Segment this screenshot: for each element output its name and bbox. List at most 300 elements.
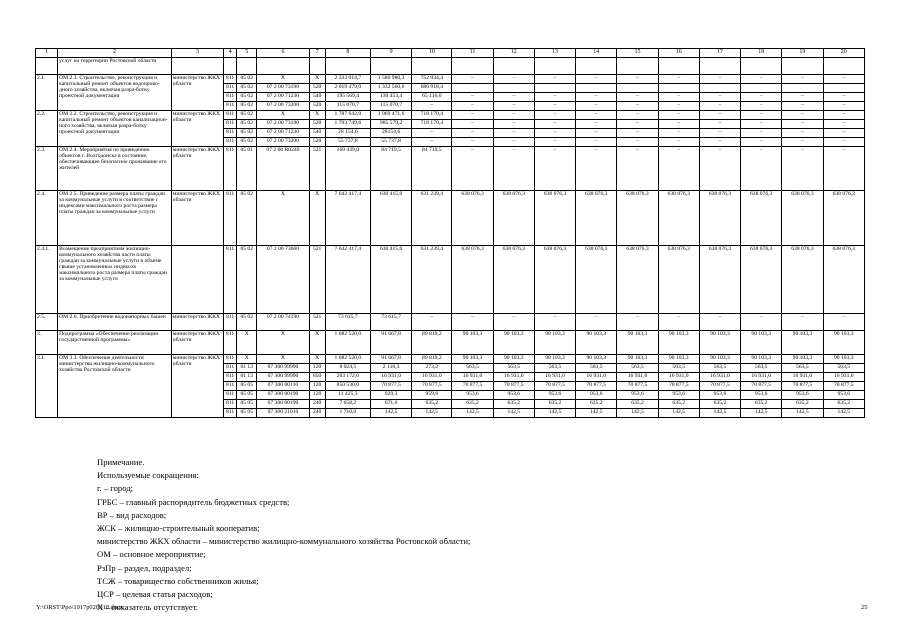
column-header: 20 xyxy=(823,49,864,58)
table-cell: 90 103,3 xyxy=(658,331,699,355)
row-number-cell: 2.5. xyxy=(36,314,58,331)
table-cell: 07 300 00190 xyxy=(257,400,309,409)
table-cell: 90 103,3 xyxy=(823,355,864,364)
table-cell: 638 076,3 xyxy=(823,246,864,314)
table-cell: 70 877,5 xyxy=(741,382,782,391)
column-header: 2 xyxy=(58,49,172,58)
table-cell: – xyxy=(782,138,823,147)
table-cell: 05 02 xyxy=(237,75,257,84)
column-header: 5 xyxy=(237,49,257,58)
table-cell: 16 931,0 xyxy=(658,373,699,382)
table-cell xyxy=(823,84,864,93)
table-cell: – xyxy=(741,129,782,138)
column-header: 8 xyxy=(325,49,370,58)
table-cell: 90 103,3 xyxy=(741,331,782,355)
table-cell: – xyxy=(412,129,452,138)
table-cell: 563,5 xyxy=(493,364,534,373)
table-cell: 05 02 xyxy=(237,111,257,120)
table-cell: 05 02 xyxy=(237,138,257,147)
table-row xyxy=(36,75,865,84)
table-cell: 90 103,3 xyxy=(741,355,782,364)
table-cell: – xyxy=(617,75,658,84)
table-cell: – xyxy=(493,314,534,331)
table-cell: 638 076,3 xyxy=(658,191,699,246)
table-cell: 73 615,7 xyxy=(325,314,370,331)
table-cell: – xyxy=(576,75,617,84)
column-header: 9 xyxy=(370,49,411,58)
table-cell: – xyxy=(452,147,493,191)
table-cell: 959,8 xyxy=(412,391,452,400)
table-cell: 05 02 xyxy=(237,246,257,314)
table-cell xyxy=(309,58,325,75)
table-cell: – xyxy=(658,75,699,84)
table-cell: 520 xyxy=(309,138,325,147)
table-cell: 638 076,3 xyxy=(782,246,823,314)
row-number-cell: 2.3. xyxy=(36,147,58,191)
table-cell: 635,2 xyxy=(741,400,782,409)
table-cell: 07 300 99990 xyxy=(257,373,309,382)
table-cell: Х xyxy=(257,75,309,84)
table-cell: 635,2 xyxy=(823,400,864,409)
column-header: 6 xyxy=(257,49,309,58)
table-cell: 05 02 xyxy=(237,120,257,129)
table-cell: 84 719,5 xyxy=(370,147,411,191)
table-cell xyxy=(534,84,575,93)
table-cell: – xyxy=(782,129,823,138)
table-cell: 240 xyxy=(309,400,325,409)
table-cell: Х xyxy=(257,331,309,355)
table-cell: – xyxy=(782,147,823,191)
table-cell: 90 103,3 xyxy=(452,355,493,364)
table-cell: – xyxy=(741,102,782,111)
table-cell: – xyxy=(699,75,740,84)
table-cell: – xyxy=(493,129,534,138)
table-cell: 195 569,4 xyxy=(325,93,370,102)
table-cell: 520 xyxy=(309,102,325,111)
table-cell: 142,5 xyxy=(699,409,740,418)
table-cell: 718 170,4 xyxy=(412,120,452,129)
table-cell: 91 667,8 xyxy=(370,355,411,364)
table-cell: 953,6 xyxy=(534,391,575,400)
table-cell: 638 076,3 xyxy=(617,191,658,246)
table-cell: – xyxy=(823,75,864,84)
table-cell: 638 076,3 xyxy=(741,191,782,246)
table-cell: 1 332 560,6 xyxy=(370,84,411,93)
table-cell: 90 103,3 xyxy=(823,331,864,355)
table-cell: 635,2 xyxy=(534,400,575,409)
table-cell: 07 2 00 71230 xyxy=(257,93,309,102)
table-cell: 05 05 xyxy=(237,391,257,400)
table-cell: 1 710,0 xyxy=(325,409,370,418)
table-cell: 563,5 xyxy=(617,364,658,373)
column-header: 17 xyxy=(699,49,740,58)
table-cell: – xyxy=(617,93,658,102)
table-cell xyxy=(452,84,493,93)
table-cell: 70 877,5 xyxy=(617,382,658,391)
note-line: ЦСР – целевая статья расходов; xyxy=(97,589,213,600)
table-cell: – xyxy=(699,120,740,129)
table-cell: 1 580 980,3 xyxy=(370,75,411,84)
table-cell: – xyxy=(617,120,658,129)
table-cell xyxy=(782,58,823,75)
table-cell: 1 703 749,6 xyxy=(325,120,370,129)
row-number-cell: 2.4.1. xyxy=(36,246,58,314)
table-cell: 563,5 xyxy=(576,364,617,373)
table-cell: 16 931,0 xyxy=(412,373,452,382)
table-cell: 169 439,0 xyxy=(325,147,370,191)
table-cell: – xyxy=(576,147,617,191)
table-cell xyxy=(452,58,493,75)
table-cell: 811 xyxy=(224,409,237,418)
table-cell: 521 xyxy=(309,246,325,314)
table-cell: 635,2 xyxy=(658,400,699,409)
table-cell xyxy=(257,58,309,75)
note-line: ЖСК – жилищно-строительный кооператив; xyxy=(97,523,260,534)
table-cell: 7 642 417,4 xyxy=(325,246,370,314)
table-cell: 16 931,0 xyxy=(741,373,782,382)
table-cell: 120 xyxy=(309,382,325,391)
table-cell: 07 2 00 73190 xyxy=(257,84,309,93)
table-cell: 953,6 xyxy=(493,391,534,400)
table-cell: Х xyxy=(237,331,257,355)
table-row xyxy=(36,147,865,191)
row-number-cell: 3. xyxy=(36,331,58,355)
measure-name-cell: ОМ 2.6. Приобретение водонапорных башен xyxy=(58,314,172,331)
table-cell: 90 103,3 xyxy=(534,355,575,364)
measure-name-cell: ОМ 2.2. Строительство, реконструкция и капитальный ремонт объектов канализацион-ного хозяйства, включая разра-ботку проектной документации xyxy=(58,111,172,147)
table-cell: 520 xyxy=(309,84,325,93)
table-cell: – xyxy=(699,111,740,120)
table-cell xyxy=(412,58,452,75)
table-cell: 90 103,3 xyxy=(699,355,740,364)
table-cell: 811 xyxy=(224,111,237,120)
table-cell: – xyxy=(823,120,864,129)
table-cell: 929,3 xyxy=(370,391,411,400)
table-cell: 90 103,3 xyxy=(493,355,534,364)
row-number-cell: 3.1. xyxy=(36,355,58,418)
table-cell: 84 719,5 xyxy=(412,147,452,191)
table-cell: 953,6 xyxy=(617,391,658,400)
table-cell xyxy=(823,58,864,75)
table-cell: – xyxy=(617,138,658,147)
table-cell: 70 877,5 xyxy=(782,382,823,391)
table-cell: 07 300 99990 xyxy=(257,364,309,373)
table-cell xyxy=(741,58,782,75)
table-cell: – xyxy=(617,111,658,120)
table-cell: – xyxy=(617,129,658,138)
table-cell: 540 xyxy=(309,93,325,102)
table-cell: 115 070,7 xyxy=(325,102,370,111)
measure-name-cell: услуг на территории Ростовской области xyxy=(58,58,172,75)
table-cell: – xyxy=(576,93,617,102)
note-line: ОМ – основное мероприятие; xyxy=(97,549,206,560)
column-header: 14 xyxy=(576,49,617,58)
column-header: 7 xyxy=(309,49,325,58)
table-cell: – xyxy=(534,111,575,120)
table-cell: 142,5 xyxy=(741,409,782,418)
table-cell: 521 xyxy=(309,314,325,331)
table-cell: Х xyxy=(309,75,325,84)
table-cell: 07 2 00 73190 xyxy=(257,120,309,129)
column-header: 18 xyxy=(741,49,782,58)
row-number-cell xyxy=(36,58,58,75)
measure-name-cell: Подпрограмма «Обеспечение реализации государственной программы» xyxy=(58,331,172,355)
table-cell: 638 076,3 xyxy=(741,246,782,314)
table-cell: 07 2 00 74190 xyxy=(257,314,309,331)
footer-file-path: Y:\ORST\Ppo\1017p020.f18.docx xyxy=(36,604,124,611)
expenditure-table xyxy=(35,48,865,418)
column-header: 11 xyxy=(452,49,493,58)
row-number-cell: 2.4. xyxy=(36,191,58,246)
table-cell: 130 453,4 xyxy=(370,93,411,102)
table-cell: 90 103,3 xyxy=(782,331,823,355)
table-cell xyxy=(699,84,740,93)
table-cell: – xyxy=(699,138,740,147)
table-cell xyxy=(370,58,411,75)
measure-name-cell: ОМ 2.4. Мероприятия по приведению объектов г. Волгодонска в состояние, обеспечивающее безопасное проживание его жителей xyxy=(58,147,172,191)
table-cell: – xyxy=(493,75,534,84)
table-cell: 90 103,3 xyxy=(617,331,658,355)
table-cell: Х xyxy=(257,191,309,246)
table-cell: 05 05 xyxy=(237,400,257,409)
table-cell: 16 931,0 xyxy=(617,373,658,382)
table-cell: 638 076,3 xyxy=(782,191,823,246)
table-cell: – xyxy=(699,129,740,138)
table-cell: – xyxy=(658,111,699,120)
table-cell xyxy=(576,84,617,93)
table-cell: – xyxy=(452,120,493,129)
table-cell: 65 116,0 xyxy=(412,93,452,102)
table-cell: 635,2 xyxy=(782,400,823,409)
table-cell: – xyxy=(658,138,699,147)
table-cell: 638 076,3 xyxy=(699,191,740,246)
table-cell: 635,2 xyxy=(576,400,617,409)
table-cell: 70 877,5 xyxy=(493,382,534,391)
table-cell: 16 931,0 xyxy=(782,373,823,382)
table-cell: 985 579,2 xyxy=(370,120,411,129)
table-cell: – xyxy=(658,102,699,111)
table-cell: 563,5 xyxy=(741,364,782,373)
table-cell: 70 877,5 xyxy=(576,382,617,391)
executor-cell: министерство ЖКХ области xyxy=(171,191,223,246)
note-line: Х – показатель отсутствует. xyxy=(97,602,198,613)
table-cell: – xyxy=(741,147,782,191)
table-cell: – xyxy=(658,314,699,331)
table-cell: 811 xyxy=(224,138,237,147)
table-cell: 89 819,2 xyxy=(412,331,452,355)
table-cell: – xyxy=(534,75,575,84)
table-cell: 811 xyxy=(224,373,237,382)
table-cell: 70 877,5 xyxy=(658,382,699,391)
executor-cell xyxy=(171,58,223,75)
table-cell: 07 300 00110 xyxy=(257,382,309,391)
table-cell: – xyxy=(658,93,699,102)
table-cell: – xyxy=(782,314,823,331)
table-cell xyxy=(741,84,782,93)
table-cell: 563,5 xyxy=(452,364,493,373)
table-cell: – xyxy=(658,129,699,138)
table-cell: 16 931,0 xyxy=(699,373,740,382)
table-cell: 635,2 xyxy=(452,400,493,409)
table-row xyxy=(36,355,865,364)
row-number-cell: 2.1. xyxy=(36,75,58,111)
table-cell: 563,5 xyxy=(658,364,699,373)
table-cell: 563,5 xyxy=(534,364,575,373)
table-cell: 811 xyxy=(224,93,237,102)
table-cell: 240 xyxy=(309,409,325,418)
table-cell: 142,5 xyxy=(534,409,575,418)
table-cell: 630 415,0 xyxy=(370,191,411,246)
table-cell: 90 103,3 xyxy=(576,331,617,355)
table-cell: 638 076,3 xyxy=(452,191,493,246)
table-cell xyxy=(325,58,370,75)
table-cell: 90 103,3 xyxy=(493,331,534,355)
table-cell: 1 069 471,6 xyxy=(370,111,411,120)
table-cell: 70 877,5 xyxy=(699,382,740,391)
column-header: 1 xyxy=(36,49,58,58)
table-cell xyxy=(493,58,534,75)
table-cell: 540 xyxy=(309,129,325,138)
table-cell: 1 082 520,0 xyxy=(325,331,370,355)
table-cell: 16 931,0 xyxy=(493,373,534,382)
table-cell: 89 819,2 xyxy=(412,355,452,364)
table-cell: – xyxy=(534,314,575,331)
table-cell: 638 076,3 xyxy=(534,191,575,246)
table-cell: 07 2 00 73200 xyxy=(257,102,309,111)
table-cell: 55 737,8 xyxy=(370,138,411,147)
table-cell: 16 931,0 xyxy=(370,373,411,382)
table-cell: – xyxy=(576,129,617,138)
note-line: Примечание. xyxy=(97,457,145,467)
column-header: 3 xyxy=(171,49,223,58)
table-cell xyxy=(617,84,658,93)
table-cell: 55 737,8 xyxy=(325,138,370,147)
executor-cell: министерство ЖКХ области xyxy=(171,75,223,111)
table-cell xyxy=(534,58,575,75)
table-cell: 631 239,4 xyxy=(412,246,452,314)
table-cell: 16 931,0 xyxy=(534,373,575,382)
table-cell: 90 103,3 xyxy=(534,331,575,355)
table-cell: – xyxy=(823,129,864,138)
table-cell: – xyxy=(534,138,575,147)
table-cell: – xyxy=(412,138,452,147)
table-cell: Х xyxy=(257,355,309,364)
table-cell: 638 076,3 xyxy=(617,246,658,314)
table-cell: 142,5 xyxy=(823,409,864,418)
table-cell: – xyxy=(699,314,740,331)
table-cell: 90 103,3 xyxy=(658,355,699,364)
table-cell: 07 300 00190 xyxy=(257,391,309,400)
table-cell: 273,2 xyxy=(412,364,452,373)
table-cell: – xyxy=(741,314,782,331)
table-cell: 16 931,0 xyxy=(452,373,493,382)
table-cell: 70 877,5 xyxy=(823,382,864,391)
table-cell: – xyxy=(493,93,534,102)
table-cell: – xyxy=(782,102,823,111)
table-row xyxy=(36,246,865,314)
table-cell: 638 076,3 xyxy=(534,246,575,314)
table-cell: – xyxy=(617,102,658,111)
table-cell: 73 615,7 xyxy=(370,314,411,331)
executor-cell: министерство ЖКХ области xyxy=(171,111,223,147)
table-cell: – xyxy=(412,314,452,331)
table-cell: 8 024,5 xyxy=(325,364,370,373)
table-cell: 811 xyxy=(224,129,237,138)
table-cell: 16 931,0 xyxy=(823,373,864,382)
table-cell: 563,5 xyxy=(782,364,823,373)
table-cell: 635,2 xyxy=(493,400,534,409)
table-cell: 142,5 xyxy=(452,409,493,418)
table-cell: 01 13 xyxy=(237,373,257,382)
table-row xyxy=(36,314,865,331)
table-cell: – xyxy=(576,111,617,120)
table-cell: 142,5 xyxy=(370,409,411,418)
table-cell: 811 xyxy=(224,314,237,331)
page-number: 25 xyxy=(861,604,868,611)
table-cell: Х xyxy=(237,355,257,364)
table-cell: 630 415,0 xyxy=(370,246,411,314)
column-header: 4 xyxy=(224,49,237,58)
table-cell: – xyxy=(493,111,534,120)
executor-cell: министерство ЖКХ xyxy=(171,314,223,331)
notes-section xyxy=(97,456,470,614)
table-row xyxy=(36,331,865,355)
table-cell: – xyxy=(493,138,534,147)
table-cell: – xyxy=(699,102,740,111)
table-cell: 07 2 00 R0240 xyxy=(257,147,309,191)
table-row xyxy=(36,58,865,75)
table-cell: 638 076,3 xyxy=(823,191,864,246)
table-cell: – xyxy=(658,147,699,191)
column-header: 16 xyxy=(658,49,699,58)
table-cell: 638 076,3 xyxy=(576,246,617,314)
table-cell: – xyxy=(782,111,823,120)
table-cell: – xyxy=(493,147,534,191)
table-cell: 811 xyxy=(224,102,237,111)
table-cell: 671,0 xyxy=(370,400,411,409)
table-cell: 638 076,3 xyxy=(658,246,699,314)
table-cell: 635,2 xyxy=(617,400,658,409)
table-cell: 05 02 xyxy=(237,102,257,111)
table-cell: – xyxy=(741,120,782,129)
table-cell: – xyxy=(617,314,658,331)
table-cell: – xyxy=(412,102,452,111)
table-cell: 70 877,5 xyxy=(534,382,575,391)
table-cell xyxy=(237,58,257,75)
table-cell: – xyxy=(658,120,699,129)
table-cell: 203 172,0 xyxy=(325,373,370,382)
column-header: 19 xyxy=(782,49,823,58)
table-cell: – xyxy=(576,102,617,111)
table-cell: 90 103,3 xyxy=(617,355,658,364)
table-cell: 953,6 xyxy=(741,391,782,400)
table-cell: 631 239,4 xyxy=(412,191,452,246)
table-cell: – xyxy=(452,314,493,331)
table-cell: – xyxy=(452,102,493,111)
table-cell: 563,5 xyxy=(823,364,864,373)
table-cell: – xyxy=(699,93,740,102)
table-cell: 638 076,3 xyxy=(576,191,617,246)
column-header: 10 xyxy=(412,49,452,58)
table-cell: – xyxy=(741,138,782,147)
table-cell: 28 154,6 xyxy=(325,129,370,138)
table-cell: 2 333 014,7 xyxy=(325,75,370,84)
table-cell xyxy=(699,58,740,75)
table-cell: 953,6 xyxy=(699,391,740,400)
table-cell: 142,5 xyxy=(576,409,617,418)
table-cell: – xyxy=(534,93,575,102)
table-cell xyxy=(617,58,658,75)
